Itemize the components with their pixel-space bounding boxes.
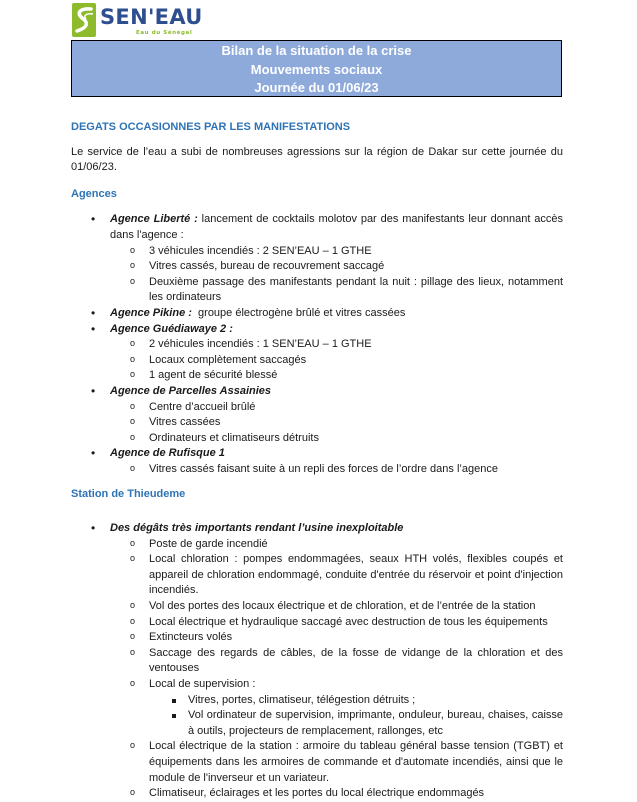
supervision-damage-item: Vitres, portes, climatiseur, télégestion détruits ; xyxy=(149,693,563,709)
document-title-box xyxy=(71,40,562,97)
agency-item xyxy=(71,446,563,477)
damage-item: o Climatiseur, éclairages et les portes du local électrique endommagés xyxy=(110,786,563,802)
agency-name: Agence Guédiawaye 2 : xyxy=(110,322,233,335)
damage-item: o 3 véhicules incendiés : 2 SEN’EAU – 1 GTHE xyxy=(110,244,563,260)
damage-item: o Poste de garde incendié xyxy=(110,537,563,553)
damage-item: o Locaux complètement saccagés xyxy=(110,353,563,369)
station-list xyxy=(71,521,563,802)
damage-item: o Ordinateurs et climatiseurs détruits xyxy=(110,431,563,447)
supervision-item xyxy=(110,677,563,739)
agency-name: Agence Liberté : xyxy=(110,213,198,226)
seneau-logo xyxy=(72,3,202,37)
agency-name: Agence de Rufisque 1 xyxy=(110,447,225,460)
agency-item xyxy=(71,306,563,322)
agences-heading: Agences xyxy=(71,187,117,200)
seneau-logo-icon xyxy=(72,3,96,37)
damage-item: o Vitres cassées xyxy=(110,415,563,431)
supervision-label: Local de supervision : xyxy=(149,678,256,690)
damage-item: o Local chloration : pompes endommagées, seaux HTH volés, flexibles coupés et appareil de chloration endommagé, conduite d'entrée du réservoir et point d'injection incendiés. xyxy=(110,552,563,599)
title-line-3: Journée du 01/06/23 xyxy=(254,80,379,95)
agency-item xyxy=(71,384,563,446)
logo-subtitle: Eau du Sénégal xyxy=(136,30,193,36)
title-line-2: Mouvements sociaux xyxy=(250,61,383,77)
station-summary: Des dégâts très importants rendant l’usine inexploitable xyxy=(110,522,404,535)
damage-item: o Extincteurs volés xyxy=(110,630,563,646)
damage-item: o Vitres cassés, bureau de recouvrement saccagé xyxy=(110,259,563,275)
section-title: DEGATS OCCASIONNES PAR LES MANIFESTATIONS xyxy=(71,121,351,133)
agency-item xyxy=(71,322,563,384)
agency-desc: groupe électrogène brûlé et vitres cassées xyxy=(191,306,406,319)
title-line-1: Bilan de la situation de la crise xyxy=(221,43,412,58)
damage-item: o Centre d’accueil brûlé xyxy=(110,400,563,416)
station-main-item xyxy=(71,521,563,802)
damage-item: o 1 agent de sécurité blessé xyxy=(110,368,563,384)
damage-item: o Saccage des regards de câbles, de la fosse de vidange de la chloration et des ventouses xyxy=(110,646,563,677)
agency-item xyxy=(71,212,563,306)
station-heading: Station de Thieudeme xyxy=(71,488,186,501)
damage-item: o Vitres cassés faisant suite à un repli des forces de l’ordre dans l’agence xyxy=(110,462,563,478)
damage-item: o Vol des portes des locaux électrique et de chloration, et de l’entrée de la station xyxy=(110,599,563,615)
logo-text: SEN'EAU xyxy=(100,5,203,29)
agency-name: Agence Pikine : xyxy=(110,306,192,319)
damage-item: o Deuxième passage des manifestants pendant la nuit : pillage des lieux, notamment les ordinateurs xyxy=(110,275,563,306)
damage-item: o Local électrique et hydraulique saccagé avec destruction de tous les équipements xyxy=(110,615,563,631)
damage-item: o Local électrique de la station : armoire du tableau général basse tension (TGBT) et équipements dans les armoires de commande et d'automate incendiés, ainsi que le module de l'inverseur et un variateur. xyxy=(110,739,563,786)
intro-paragraph: Le service de l’eau a subi de nombreuses agressions sur la région de Dakar sur cette journée du 01/06/23. xyxy=(71,145,563,174)
supervision-damage-item: Vol ordinateur de supervision, imprimante, onduleur, bureau, chaises, caisse à outils, projecteurs de remplacement, rallonges, etc xyxy=(149,708,563,739)
agency-desc: lancement de cocktails molotov par des manifestants leur donnant accès dans l'agence : xyxy=(110,213,563,241)
document-body xyxy=(71,120,563,802)
agency-name: Agence de Parcelles Assainies xyxy=(110,384,272,397)
agences-list xyxy=(71,212,563,477)
damage-item: o 2 véhicules incendiés : 1 SEN’EAU – 1 GTHE xyxy=(110,337,563,353)
